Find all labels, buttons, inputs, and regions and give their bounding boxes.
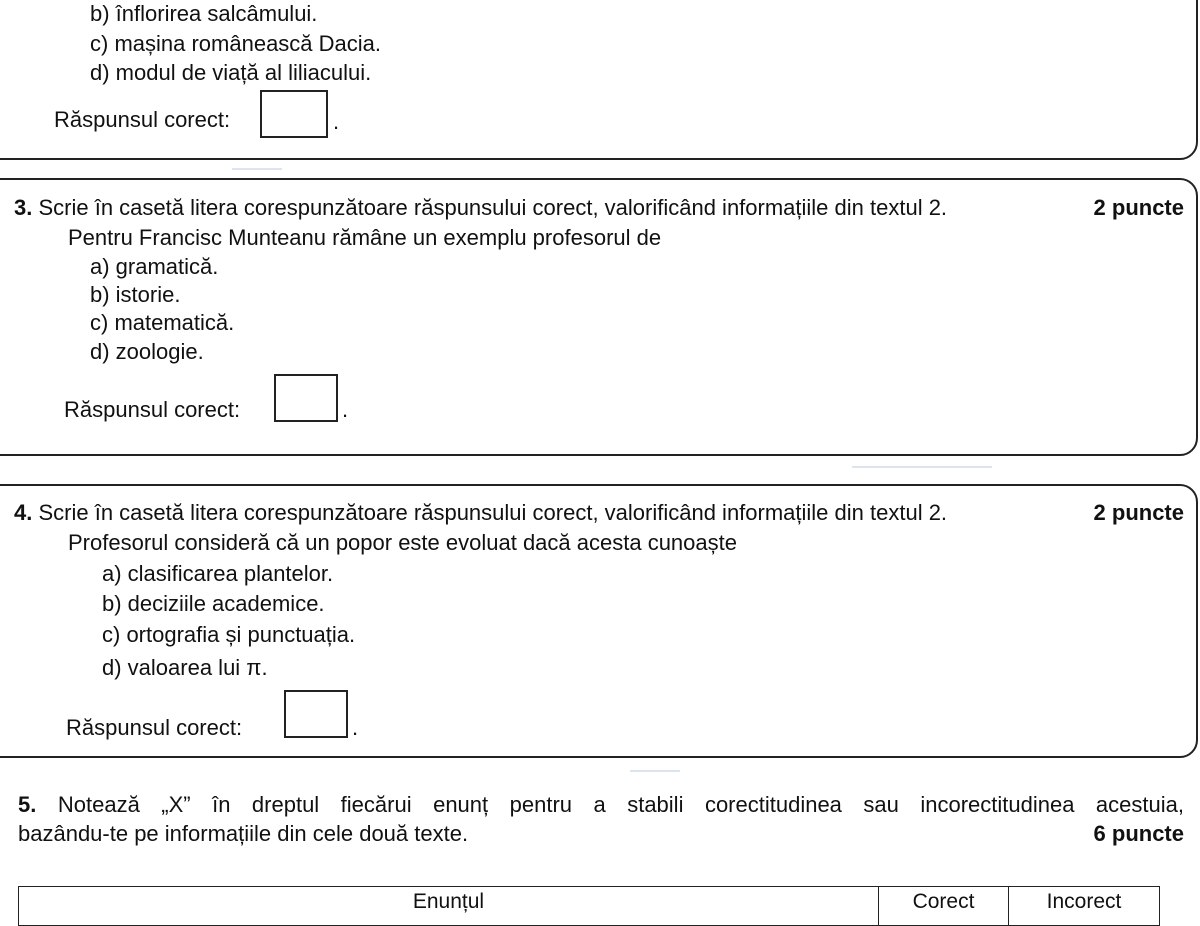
- q4-answer-label: Răspunsul corect:: [66, 715, 243, 740]
- q5-instruction-1: Notează „X” în dreptul fiecărui enunț pentru a stabili corectitudinea sau incorectitudinea acestuia,: [57, 792, 1184, 817]
- table-header-incorrect: Incorect: [1046, 890, 1122, 913]
- separator-mark: [630, 770, 680, 772]
- q3-option-c: c) matematică.: [90, 310, 235, 335]
- table-header-correct: Corect: [879, 887, 1009, 925]
- separator-mark: [852, 466, 992, 468]
- q5-number: 5.: [18, 792, 37, 817]
- q3-answer-dot: .: [342, 397, 349, 422]
- q3-option-b: b) istorie.: [90, 282, 181, 307]
- q2-answer-box[interactable]: [260, 90, 328, 138]
- q3-instruction: Scrie în casetă litera corespunzătoare răspunsului corect, valorificând informațiile din textul 2.: [38, 195, 948, 220]
- q3-answer-label: Răspunsul corect:: [64, 397, 241, 422]
- q3-option-a: a) gramatică.: [90, 254, 219, 279]
- q4-number: 4.: [14, 500, 33, 525]
- q3-points: 2 puncte: [1093, 195, 1184, 220]
- q4-answer-box[interactable]: [284, 690, 348, 738]
- q4-answer-dot: .: [352, 715, 359, 740]
- separator-mark: [232, 168, 282, 170]
- q3-answer-box[interactable]: [274, 374, 338, 422]
- q2-answer-dot: .: [333, 109, 340, 134]
- q2-option-b: b) înflorirea salcâmului.: [90, 1, 318, 26]
- q4-option-c: c) ortografia și punctuația.: [102, 622, 356, 647]
- table-header-statement: Enunțul: [19, 887, 879, 925]
- q2-answer-label: Răspunsul corect:: [54, 107, 231, 132]
- q4-option-d: d) valoarea lui π.: [102, 655, 268, 680]
- q3-instruction-row: [14, 194, 1184, 222]
- q4-option-b: b) deciziile academice.: [102, 591, 325, 616]
- q2-option-d: d) modul de viață al liliacului.: [90, 60, 372, 85]
- q4-stem: Profesorul consideră că un popor este evoluat dacă acesta cunoaște: [68, 530, 737, 555]
- q3-option-d: d) zoologie.: [90, 339, 204, 364]
- q3-number: 3.: [14, 195, 33, 220]
- q2-option-c: c) mașina românească Dacia.: [90, 31, 382, 56]
- q4-instruction: Scrie în casetă litera corespunzătoare răspunsului corect, valorificând informațiile din textul 2.: [38, 500, 948, 525]
- q5-points: 6 puncte: [1093, 821, 1184, 846]
- q5-instruction-line-1: [18, 790, 1184, 820]
- q5-instruction-2: bazându-te pe informațiile din cele două texte.: [18, 821, 469, 846]
- q3-stem: Pentru Francisc Munteanu rămâne un exemplu profesorul de: [68, 225, 662, 250]
- q4-instruction-row: [14, 499, 1184, 527]
- q4-points: 2 puncte: [1093, 500, 1184, 525]
- q4-option-a: a) clasificarea plantelor.: [102, 561, 334, 586]
- q5-instruction-line-2: [18, 819, 1184, 849]
- statements-table: [18, 886, 1160, 926]
